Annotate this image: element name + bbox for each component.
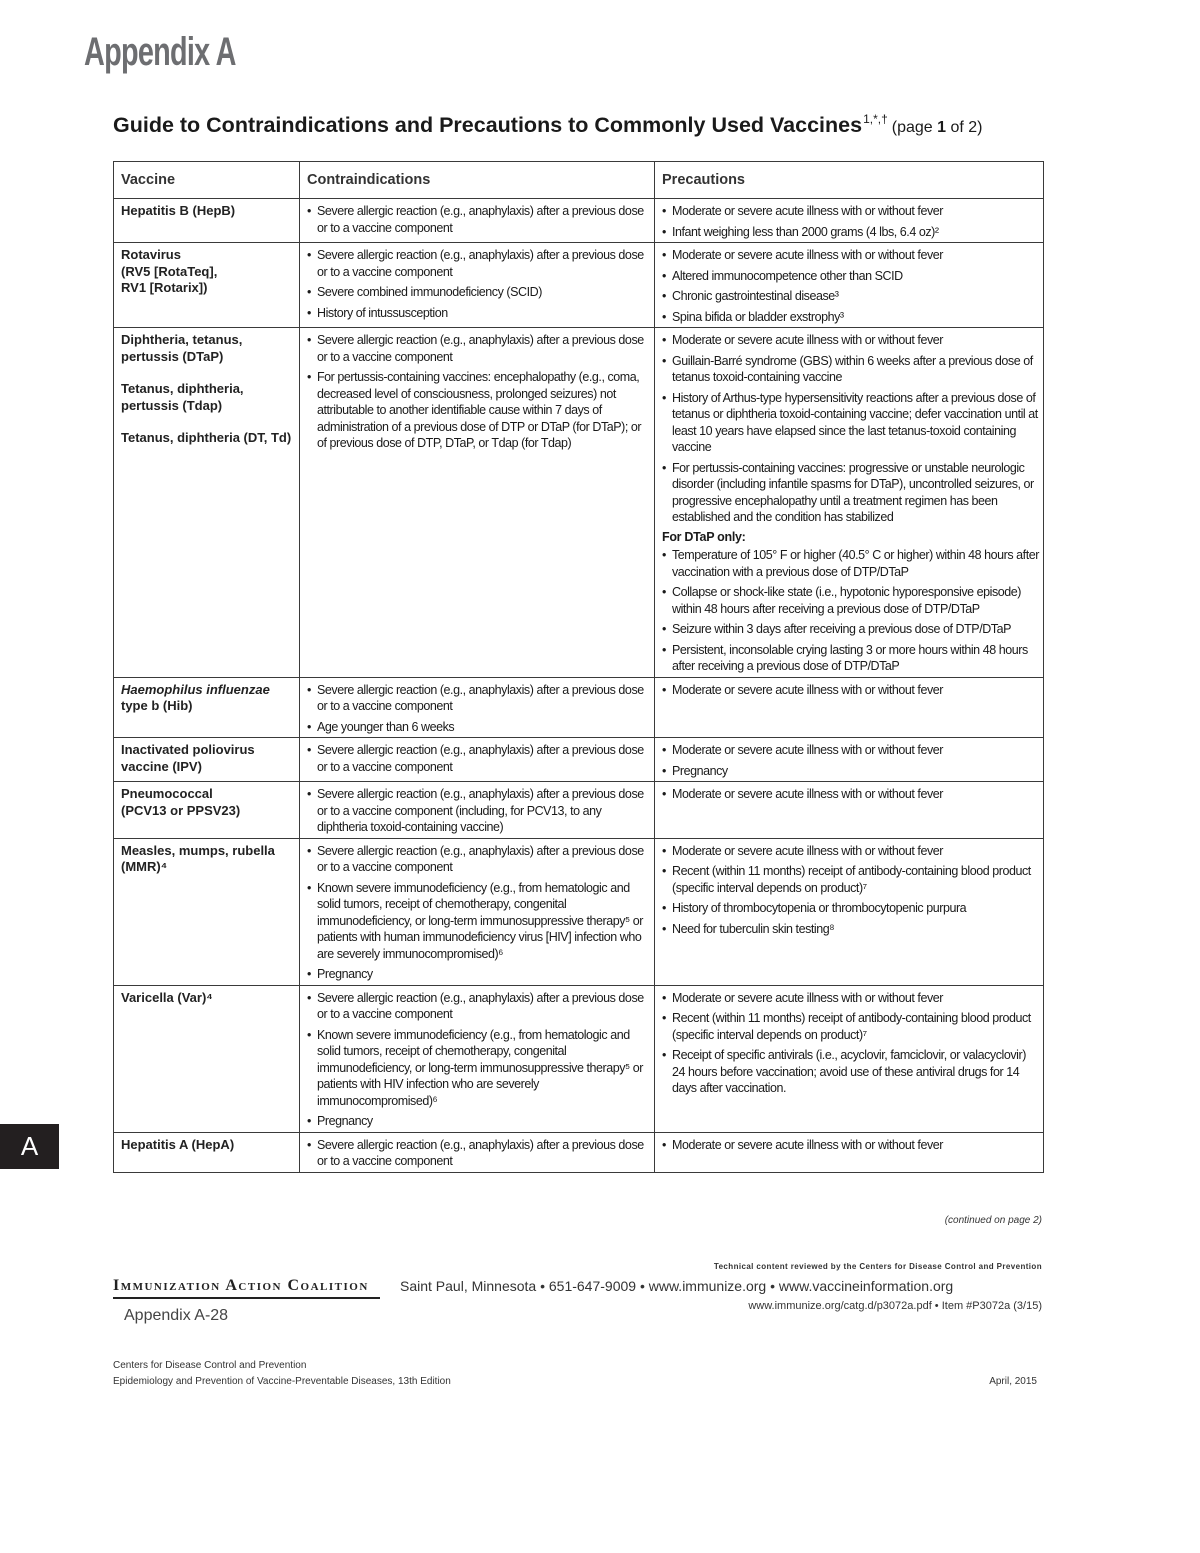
vaccine-name: Pneumococcal (PCV13 or PPSV23): [121, 786, 241, 818]
precaution-item: • For pertussis-containing vaccines: progressive or unstable neurologic disorder (including infantile spasms for DTaP), uncontrolled seizures, or progressive encephalopathy until a treatment regimen has been established and the condition has stabilized: [662, 460, 1039, 526]
contraindication-item: • Severe allergic reaction (e.g., anaphylaxis) after a previous dose or to a vaccine component: [307, 332, 650, 365]
precaution-item: • Moderate or severe acute illness with or without fever: [662, 742, 1039, 759]
table-row: [114, 738, 1044, 782]
precaution-item: • Moderate or severe acute illness with or without fever: [662, 682, 1039, 699]
vaccine-name: Hepatitis B (HepB): [121, 203, 236, 218]
vaccine-name: Tetanus, diphtheria (DT, Td): [121, 430, 292, 445]
table-header-row: [114, 162, 1044, 199]
contraindication-item: • Severe allergic reaction (e.g., anaphylaxis) after a previous dose or to a vaccine component: [307, 1137, 650, 1170]
technical-review-note: Technical content reviewed by the Centers for Disease Control and Prevention: [713, 1262, 1042, 1271]
vaccine-cell: [114, 738, 300, 782]
precautions-cell: [655, 677, 1044, 738]
contraindication-item: • Severe allergic reaction (e.g., anaphylaxis) after a previous dose or to a vaccine component (including, for PCV13, to any diphtheria toxoid-containing vaccine): [307, 786, 650, 836]
vaccine-name: Diphtheria, tetanus, pertussis (DTaP): [121, 332, 243, 364]
contraindication-list: [307, 203, 650, 236]
table-row: [114, 243, 1044, 328]
precaution-list: [662, 742, 1039, 779]
vaccine-cell: [114, 985, 300, 1132]
precautions-cell: [655, 328, 1044, 678]
appendix-side-tab: A: [0, 1124, 59, 1169]
vaccine-contraindications-table: [113, 161, 1044, 1173]
table-row: [114, 985, 1044, 1132]
precautions-cell: [655, 985, 1044, 1132]
contraindication-list: [307, 247, 650, 321]
contraindication-item: • Severe allergic reaction (e.g., anaphylaxis) after a previous dose or to a vaccine component: [307, 203, 650, 236]
precautions-cell: [655, 243, 1044, 328]
contraindication-item: • For pertussis-containing vaccines: encephalopathy (e.g., coma, decreased level of consciousness, prolonged seizures) not attributable to another identifiable cause within 7 days of administration of a previous dose of DTP or DTaP (for DTaP); or of previous dose of DTP, DTaP, or Tdap (for Tdap): [307, 369, 650, 452]
table-row: [114, 677, 1044, 738]
contraindications-cell: [300, 782, 655, 839]
precaution-item: • Spina bifida or bladder exstrophy³: [662, 309, 1039, 326]
contraindications-cell: [300, 243, 655, 328]
header-vaccine: Vaccine: [114, 162, 300, 199]
contraindication-list: [307, 990, 650, 1130]
precaution-item: • Moderate or severe acute illness with or without fever: [662, 990, 1039, 1007]
precaution-item: • Pregnancy: [662, 763, 1039, 780]
page-indicator: [892, 119, 983, 136]
precaution-item: • Altered immunocompetence other than SCID: [662, 268, 1039, 285]
page-indicator-number: 1: [937, 119, 947, 136]
contraindication-item: • Severe allergic reaction (e.g., anaphylaxis) after a previous dose or to a vaccine component: [307, 742, 650, 775]
contraindications-cell: [300, 838, 655, 985]
precaution-list: [662, 247, 1039, 325]
header-contraindications: Contraindications: [300, 162, 655, 199]
dtap-precaution-item: • Persistent, inconsolable crying lasting 3 or more hours within 48 hours after receiving a previous dose of DTP/DTaP: [662, 642, 1039, 675]
dtap-precaution-item: • Collapse or shock-like state (i.e., hypotonic hyporesponsive episode) within 48 hours after receiving a previous dose of DTP/DTaP: [662, 584, 1039, 617]
contraindication-item: • History of intussusception: [307, 305, 650, 322]
contraindications-cell: [300, 738, 655, 782]
precaution-list: [662, 203, 1039, 240]
contraindication-list: [307, 742, 650, 775]
guide-title-text: Guide to Contraindications and Precautions to Commonly Used Vaccines: [113, 113, 863, 137]
vaccine-name: Rotavirus (RV5 [RotaTeq], RV1 [Rotarix]): [121, 247, 218, 295]
precaution-list: [662, 786, 1039, 803]
iac-logo: Immunization Action Coalition: [113, 1277, 380, 1299]
vaccine-name-italic: Haemophilus influenzae: [121, 681, 270, 697]
vaccine-cell: [114, 782, 300, 839]
contraindications-cell: [300, 985, 655, 1132]
header-precautions: Precautions: [655, 162, 1044, 199]
table-row: [114, 199, 1044, 243]
contraindications-cell: [300, 1132, 655, 1172]
contraindications-cell: [300, 677, 655, 738]
precaution-list: [662, 843, 1039, 938]
contraindications-cell: [300, 199, 655, 243]
publication-date: April, 2015: [989, 1376, 1037, 1387]
precaution-item: • Moderate or severe acute illness with or without fever: [662, 247, 1039, 264]
contraindication-item: • Pregnancy: [307, 1113, 650, 1130]
contraindication-list: [307, 1137, 650, 1170]
contraindication-item: • Severe combined immunodeficiency (SCID): [307, 284, 650, 301]
guide-title-footnotes: 1,*,†: [863, 112, 888, 126]
page-indicator-suffix: of 2): [946, 119, 983, 136]
precautions-cell: [655, 199, 1044, 243]
precautions-subheading: For DTaP only:: [662, 529, 746, 544]
contraindication-list: [307, 786, 650, 836]
dtap-precaution-item: • Seizure within 3 days after receiving a previous dose of DTP/DTaP: [662, 621, 1039, 638]
table-row: [114, 782, 1044, 839]
vaccine-cell: [114, 838, 300, 985]
vaccine-cell: [114, 243, 300, 328]
vaccine-name: Tetanus, diphtheria, pertussis (Tdap): [121, 381, 244, 413]
vaccine-name: Inactivated poliovirus vaccine (IPV): [121, 742, 255, 774]
precaution-list: [662, 682, 1039, 699]
vaccine-cell: [114, 1132, 300, 1172]
vaccine-cell: [114, 677, 300, 738]
vaccine-name-rest: type b (Hib): [121, 698, 193, 713]
dtap-precaution-list: [662, 547, 1039, 675]
vaccine-name: Measles, mumps, rubella (MMR)⁴: [121, 842, 275, 874]
precaution-item: • Recent (within 11 months) receipt of antibody-containing blood product (specific interval depends on product)⁷: [662, 863, 1039, 896]
page-indicator-prefix: (page: [891, 119, 938, 136]
table-body: [114, 199, 1044, 1173]
vaccine-name: Hepatitis A (HepA): [121, 1136, 235, 1152]
precaution-item: • Infant weighing less than 2000 grams (4 lbs, 6.4 oz)²: [662, 224, 1039, 241]
continued-note: (continued on page 2): [944, 1215, 1042, 1226]
precaution-item: • Receipt of specific antivirals (i.e., acyclovir, famciclovir, or valacyclovir) 24 hours before vaccination; avoid use of these antiviral drugs for 14 days after vaccination.: [662, 1047, 1039, 1097]
contraindication-item: • Known severe immunodeficiency (e.g., from hematologic and solid tumors, receipt of chemotherapy, congenital immunodeficiency, or long-term immunosuppressive therapy⁵ or patients with human immunodeficiency virus [HIV] infection who are severely immunocompromised)⁶: [307, 880, 650, 963]
precaution-list: [662, 1137, 1039, 1154]
table-row: [114, 1132, 1044, 1172]
contraindications-cell: [300, 328, 655, 678]
cdc-credit: Centers for Disease Control and Prevention: [113, 1360, 307, 1371]
precaution-item: • Moderate or severe acute illness with or without fever: [662, 1137, 1039, 1154]
precautions-cell: [655, 1132, 1044, 1172]
vaccine-cell: [114, 328, 300, 678]
table-row: [114, 838, 1044, 985]
vaccine-name: Varicella (Var)⁴: [121, 989, 213, 1005]
contraindication-item: • Severe allergic reaction (e.g., anaphylaxis) after a previous dose or to a vaccine component: [307, 843, 650, 876]
contraindication-item: • Age younger than 6 weeks: [307, 719, 650, 736]
precaution-item: • History of Arthus-type hypersensitivity reactions after a previous dose of tetanus or diphtheria toxoid-containing vaccine; defer vaccination until at least 10 years have elapsed since the last tetanus-toxoid containing vaccine: [662, 390, 1039, 456]
contraindication-list: [307, 682, 650, 736]
appendix-title: Appendix A: [84, 30, 236, 74]
appendix-page-number: Appendix A-28: [124, 1307, 229, 1324]
contraindication-item: • Known severe immunodeficiency (e.g., from hematologic and solid tumors, receipt of chemotherapy, congenital immunodeficiency, or long-term immunosuppressive therapy⁵ or patients with HIV infection who are severely immunocompromised)⁶: [307, 1027, 650, 1110]
precautions-cell: [655, 782, 1044, 839]
precaution-item: • Moderate or severe acute illness with or without fever: [662, 203, 1039, 220]
precautions-cell: [655, 738, 1044, 782]
precaution-item: • Moderate or severe acute illness with or without fever: [662, 786, 1039, 803]
item-reference: www.immunize.org/catg.d/p3072a.pdf • Item #P3072a (3/15): [748, 1300, 1042, 1312]
publication-title: Epidemiology and Prevention of Vaccine-Preventable Diseases, 13th Edition: [113, 1376, 451, 1387]
vaccine-name: [121, 682, 295, 715]
contraindication-list: [307, 332, 650, 452]
vaccine-cell: [114, 199, 300, 243]
precaution-item: • History of thrombocytopenia or thrombocytopenic purpura: [662, 900, 1039, 917]
precaution-item: • Chronic gastrointestinal disease³: [662, 288, 1039, 305]
precaution-list: [662, 990, 1039, 1097]
precaution-item: • Need for tuberculin skin testing⁸: [662, 921, 1039, 938]
contraindication-item: • Pregnancy: [307, 966, 650, 983]
precaution-item: • Moderate or severe acute illness with or without fever: [662, 332, 1039, 349]
dtap-precaution-item: • Temperature of 105° F or higher (40.5° C or higher) within 48 hours after vaccination with a previous dose of DTP/DTaP: [662, 547, 1039, 580]
iac-contact-info: Saint Paul, Minnesota • 651-647-9009 • www.immunize.org • www.vaccineinformation.org: [400, 1278, 954, 1294]
precaution-item: • Moderate or severe acute illness with or without fever: [662, 843, 1039, 860]
precaution-item: • Guillain-Barré syndrome (GBS) within 6 weeks after a previous dose of tetanus toxoid-containing vaccine: [662, 353, 1039, 386]
precautions-cell: [655, 838, 1044, 985]
contraindication-item: • Severe allergic reaction (e.g., anaphylaxis) after a previous dose or to a vaccine component: [307, 682, 650, 715]
contraindication-item: • Severe allergic reaction (e.g., anaphylaxis) after a previous dose or to a vaccine component: [307, 247, 650, 280]
contraindication-item: • Severe allergic reaction (e.g., anaphylaxis) after a previous dose or to a vaccine component: [307, 990, 650, 1023]
contraindication-list: [307, 843, 650, 983]
table-row: [114, 328, 1044, 678]
guide-title: [113, 112, 983, 138]
precaution-item: • Recent (within 11 months) receipt of antibody-containing blood product (specific interval depends on product)⁷: [662, 1010, 1039, 1043]
precaution-list: [662, 332, 1039, 526]
